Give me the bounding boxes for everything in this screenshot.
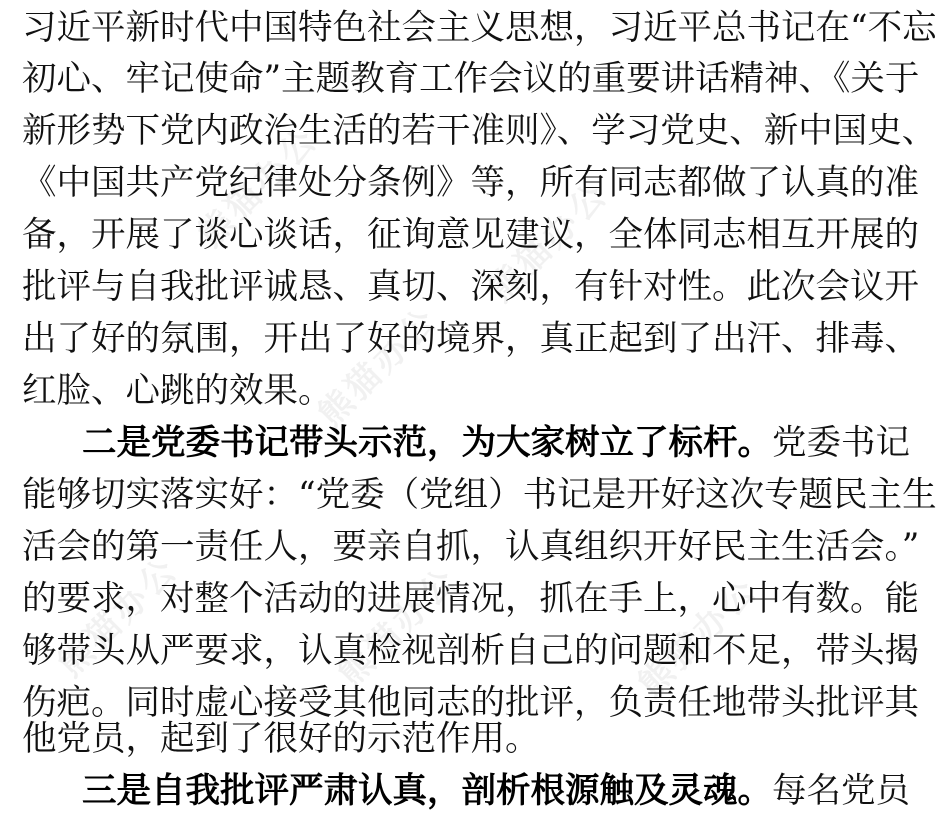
paragraph-line: 的要求，对整个活动的进展情况，抓在手上，心中有数。能 xyxy=(22,579,919,619)
paragraph-line: 出了好的氛围，开出了好的境界，真正起到了出汗、排毒、 xyxy=(22,319,919,359)
paragraph-line: 够带头从严要求，认真检视剖析自己的问题和不足，带头揭 xyxy=(22,631,919,671)
watermark-text: 熊猫办公 xyxy=(630,569,767,705)
paragraph-line: 批评与自我批评诚恳、真切、深刻，有针对性。此次会议开 xyxy=(22,267,919,307)
paragraph-line: 习近平新时代中国特色社会主义思想，习近平总书记在“不忘 xyxy=(22,8,937,48)
watermark-text: 熊猫办公 xyxy=(330,559,467,695)
paragraph-line: 伤疤。同时虚心接受其他同志的批评，负责任地带头批评其 xyxy=(22,683,919,723)
paragraph-line: 活会的第一责任人，要亲自抓，认真组织开好民主生活会。” xyxy=(22,527,920,567)
paragraph-heading-line xyxy=(82,416,910,470)
paragraph-heading-line xyxy=(82,764,910,818)
paragraph-text: 每名党员 xyxy=(772,771,910,811)
paragraph-line: 《中国共产党纪律处分条例》等，所有同志都做了认真的准 xyxy=(22,163,919,203)
paragraph-line: 红脸、心跳的效果。 xyxy=(22,371,333,411)
watermark-text: 熊猫办公 xyxy=(190,119,327,255)
paragraph-line: 他党员，起到了很好的示范作用。 xyxy=(22,719,540,759)
paragraph-heading: 二是党委书记带头示范，为大家树立了标杆。 xyxy=(82,423,772,463)
paragraph-line: 能够切实落实好：“党委（党组）书记是开好这次专题民主生 xyxy=(22,475,937,515)
watermark-text: 熊猫办公 xyxy=(480,174,617,310)
watermark-text: 熊猫办公 xyxy=(50,549,187,685)
paragraph-heading: 三是自我批评严肃认真，剖析根源触及灵魂。 xyxy=(82,771,772,811)
paragraph-text: 党委书记 xyxy=(772,423,910,463)
paragraph-line: 初心、牢记使命”主题教育工作会议的重要讲话精神、《关于 xyxy=(22,59,920,99)
paragraph-line: 新形势下党内政治生活的若干准则》、学习党史、新中国史、 xyxy=(22,111,937,151)
paragraph-line: 备，开展了谈心谈话，征询意见建议，全体同志相互开展的 xyxy=(22,215,919,255)
watermark-text: 熊猫办公 xyxy=(310,299,447,435)
